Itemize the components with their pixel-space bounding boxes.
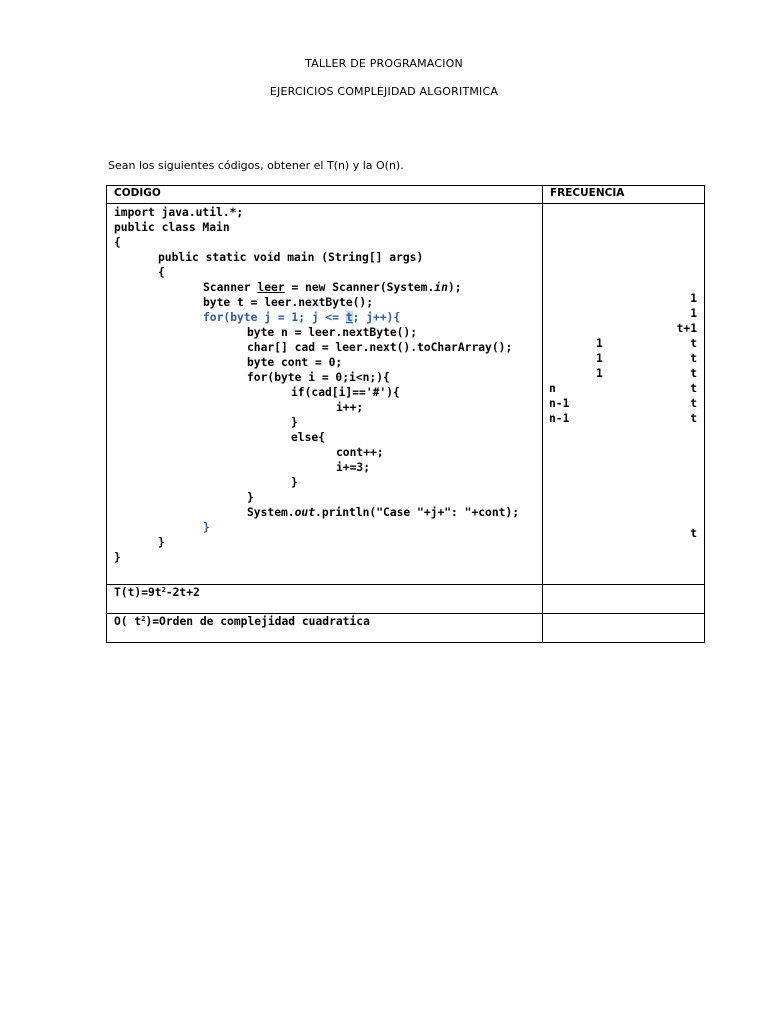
code-line: if(cad[i]=='#'){ [291,386,400,399]
frequency-value: t [690,367,697,380]
exercise-table [106,185,705,643]
code-line: } [114,551,121,564]
code-line: } [158,536,165,549]
time-function-cell [107,585,543,614]
frequency-value: n-1 [549,397,570,410]
frequency-value: 1 [596,337,603,350]
frequency-value: t [690,337,697,350]
code-line: } [247,491,254,504]
frequency-column-header: FRECUENCIA [543,186,705,204]
complexity-cell [107,614,543,643]
frequency-value: 1 [596,352,603,365]
empty-cell [543,614,705,643]
code-line: char[] cad = leer.next().toCharArray(); [247,341,513,354]
frequency-value: t [690,382,697,395]
frequency-value: n [549,382,556,395]
code-line: public class Main [114,221,230,234]
frequency-value: 1 [596,367,603,380]
code-line: Scanner leer = new Scanner(System.in); [203,281,462,294]
code-line: } [291,416,298,429]
intro-text: Sean los siguientes códigos, obtener el T(n) y la O(n). [108,159,404,172]
code-column-header: CODIGO [107,186,543,204]
empty-cell [543,585,705,614]
frequency-value: t+1 [676,322,697,335]
code-line: } [291,476,298,489]
frequency-cell [543,204,705,585]
frequency-value: t [690,527,697,540]
code-line: for(byte j = 1; j <= t; j++){ [203,311,401,324]
code-line: import java.util.*; [114,206,244,219]
document-title: TALLER DE PROGRAMACION [305,57,463,70]
code-line: System.out.println("Case "+j+": "+cont); [247,506,520,519]
code-line: for(byte i = 0;i<n;){ [247,371,390,384]
code-line: i+=3; [336,461,371,474]
code-cell [107,204,543,585]
frequency-value: t [690,352,697,365]
code-line: byte t = leer.nextByte(); [203,296,374,309]
complexity-order: O( $t^2)=Orden$ de complejidad cuadratica [114,615,370,628]
code-line: { [158,266,165,279]
frequency-value: 1 [690,292,697,305]
code-line: byte n = leer.nextByte(); [247,326,418,339]
code-line: else{ [291,431,326,444]
frequency-value: 1 [690,307,697,320]
code-line: public static void main (String[] args) [158,251,424,264]
code-line: } [203,521,210,534]
code-line: i++; [336,401,364,414]
document-subtitle: EJERCICIOS COMPLEJIDAD ALGORITMICA [269,85,499,98]
code-line: byte cont = 0; [247,356,343,369]
frequency-value: n-1 [549,412,570,425]
code-line: { [114,236,121,249]
code-line: cont++; [336,446,384,459]
frequency-value: t [690,397,697,410]
frequency-value: t [690,412,697,425]
time-function: $T(t)=9t^2-2t+2$ [114,586,200,599]
